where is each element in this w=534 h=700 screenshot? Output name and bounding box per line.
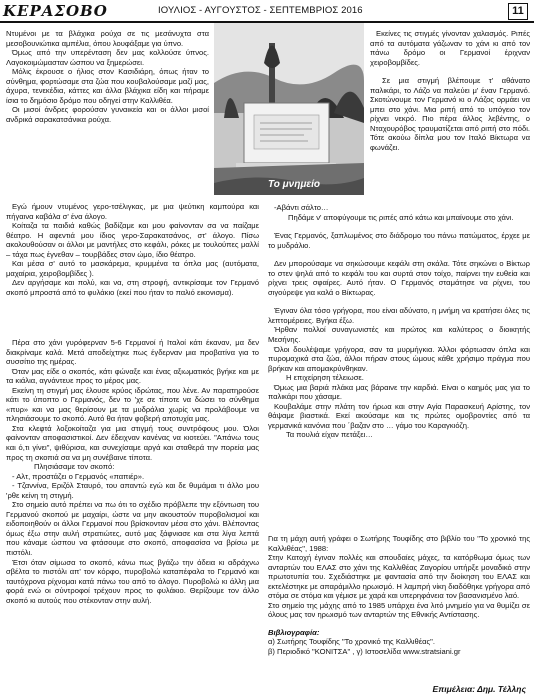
- paragraph: Πλησιάσαμε τον σκοπό:: [34, 462, 115, 472]
- paragraph: Στο σημείο της μάχης από το 1985 υπάρχει ένα λιτό μνημείο για να θυμίζει σε όλους μας τον ηρωισμό των ανταρτών της Εθνικής Αντίστασης.: [268, 600, 530, 620]
- bibliography-item: β) Περιοδικό "ΚΟΝΙΤΣΑ" , γ) Ιστοσελίδα www.stratsiani.gr: [268, 647, 461, 657]
- paragraph: Έγιναν όλα τόσο γρήγορα, που είναι αδύνατο, η μνήμη να κρατήσει όλες τις λεπτομέρειες. Βγήκα έξω.: [268, 306, 530, 325]
- column-1-middle: [6, 202, 259, 297]
- paragraph: Τα πουλιά είχαν πετάξει…: [286, 430, 373, 440]
- paragraph: Κουβαλάμε στην πλάτη τον ήρωα και στην Αγία Παρασκευή Αρίστης, τον θάψαμε βιαστικά. Εκεί ακούσαμε και τις πρώτες ομοβροντίες από τα γερμανικά κανόνια που ΄βαζαν στο … γάμο του Καραγκιόζη.: [268, 401, 530, 430]
- paragraph: Πέρα στο χάνι γυρόφερναν 5-6 Γερμανοί ή Ιταλοί κάτι έκαναν, μα δεν διακρίναμε καλά. Μετά αποδείχτηκε πως έγδερναν μια προβατίνα για το συσσίτιο της ημέρας.: [6, 338, 259, 367]
- dialogue-line: - Αλτ, προστάζει ο Γερμανός «παπιέρ».: [12, 471, 145, 481]
- bibliography-item: α) Σωτήρης Τουφίδης "Το χρονικό της Καλλιθέας".: [268, 637, 435, 647]
- column-2-top: [370, 29, 530, 153]
- paragraph: Δεν αργήσαμε και πολύ, και να, στη στροφή, αντικρίσαμε τον Γερμανό σκοπό μπροστά από το φυλάκιο (εκεί που ήταν το παλιό εικονισμα).: [6, 278, 259, 297]
- paragraph: Εκείνη τη στιγμή μας έλουσε κρύος ιδρώτας, που λένε. Αν παρατηρούσε κάτι το ύποπτο ο Γερμανός, δεν το 'χε σε τίποτε να δώσει το σύνθημα «πυρ» και να μας θερίσουν με τα μυδράλια χωρίς να προλάβουμε να πλησιάσουμε το σκοπό. Αυτό θα ήταν φοβερή αποτυχία μας.: [6, 385, 259, 424]
- paragraph: Όλοι δουλέψαμε γρήγορα, σαν τα μυρμήγκια. Άλλοι φόρτωσαν όπλα και πυρομαχικά στα ζώα, άλλοι πήραν στους ώμους κάθε χρήσιμο πράγμα που βρήκαν και απομακρύνθηκαν.: [268, 344, 530, 373]
- paragraph: Όμως από την υπερένταση δεν μας κολλούσε ύπνος. Λαγοκοιμώμασταν ώσπου να ξημερώσει.: [6, 48, 209, 67]
- paragraph: Έτσι όταν σίμωσα το σκοπό, κάνω πως βγάζω την άδεια κι αδράχνω σβέλτα το πιστόλι απ' τον κόρφο, πυροβολώ καταπέφαλα το Γερμανό και ταυτόχρονα ρίχνομαι κατά πάνω του από το άλογο. Πυροβολώ κι άλλη μια φορά ενώ οι σύντροφοί τρέχουν προς το φυλάκιο. Θερίζουμε τον άλλο σκοπό κι αυτούς που στέκονταν στην αυλή.: [6, 557, 259, 605]
- paragraph: Μόλις έκρουσε ο ήλιος στον Κασιδιάρη, όπως ήταν το σύνθημα, φορτώσαμε στα ζώα που κουβαλούσαμε μαζί μας, άχυρα, τενεκέδια, κάττες και άλλα βλάχικα είδη και πήραμε ίσια το δημόσιο δρόμο που οδηγεί στην Καλλιθέα.: [6, 67, 209, 105]
- dialogue-line: - Τζαννίνα, Εριζόλ Σταυρό, του απαντώ εγώ και δε θυμάμαι τι άλλο μου 'ρθε κείνη τη στιγμή.: [6, 481, 259, 500]
- paragraph: Εγώ ήμουν ντυμένος γερο-τσέλιγκας, με μια ψεύτικη καμπούρα και πήγαινα καβάλα σ' ένα άλογο.: [6, 202, 259, 221]
- column-1-top: [6, 29, 209, 124]
- paragraph: Στην Κατοχή έγιναν πολλές και σπουδαίες μάχες, τα κατόρθωμα όμως των ανταρτών του ΕΛΑΣ στο χάνι της Καλλιθέας Ζαγορίου υπήρξε μοναδικό στην πρωτοτυπία του. Σχεδιάστηκε με φαντασία από την διοίκηση του ΕΛΑΣ και εκτελέστηκε με απαράμιλλο ηρωισμό. Η λαμπρή νίκη διαδόθηκε γρήγορα από στόμα σε στόμα και γέμισε με χαρά και υπερηφάνεια τον βασανισμένο λαό.: [268, 553, 530, 601]
- issue-date: ΙΟΥΛΙΟΣ - ΑΥΓΟΥΣΤΟΣ - ΣΕΠΤΕΜΒΡΙΟΣ 2016: [158, 5, 363, 16]
- paragraph: Ένας Γερμανός, ξαπλωμένος στο διάδρομο του πάνω πατώματος, έρχεε με το μυδράλιο.: [268, 231, 530, 250]
- masthead: [0, 0, 534, 22]
- paragraph: Για τη μάχη αυτή γράφει ο Σωτήρης Τουφίδης στο βιβλίο του "Το χρονικό της Καλλιθέας", 1988:: [268, 534, 530, 553]
- column-2-source-note: [268, 534, 530, 657]
- bibliography-title: Βιβλιογραφία:: [268, 627, 320, 637]
- paragraph: Κοίταζα τα παιδιά καθώς βαδίζαμε και μου φαίνονταν σα να παίζαμε θέατρο. Η αφεντιά μου ίδιος γερο-Σαρακατσάνος, στ' άλογο. Πίσω ακολουθούσαν οι άλλοι με μαντήλες στο κεφάλι, ρόκες με τουλούπες μαλλί – τάχα πως έγνεθαν – τουρβάδες στον ώμο, ίδιο θέατρο.: [6, 221, 259, 259]
- paragraph: Οι μισοί άνδρες φορούσαν γυναικεία και οι άλλοι μισοί ανδρικά σαρακατσάνικα ρούχα.: [6, 105, 209, 124]
- paragraph: Ήρθαν πολλοί συναγωνιστές και πρώτος και καλύτερος ο διοικητής Μεσήνης.: [268, 325, 530, 345]
- paragraph: Ντυμένοι με τα βλάχικα ρούχα σε τις μεσάνυχτα στα μεσοβουνιώτικα αμπέλια, όπου λουφάξαμε για ύπνο.: [6, 29, 209, 48]
- paragraph: Σε μια στιγμή βλέπουμε τ' αθάνατο παλικάρι, το Λάζο να παλεύει μ' έναν Γερμανό. Σκοτώνουμε τον Γερμανό κι ο Λάζος ορμάει να μπει στο χάνι. Μια ριπή από το υπόγειο τον ρίχνει νεκρό. Πιο πέρα άλλος λεβέντης, ο Νταχουρόβος τραυματίζεται από ριπή στο πόδι. Τότε ακούω δίπλα μου τον Ιταλό Βίκτωρα να φωνάζει.: [370, 76, 530, 153]
- paragraph: -Αβάντι σάλτο…: [274, 203, 329, 212]
- editor-credit: Επιμέλεια: Δημ. Τέλλης: [432, 684, 526, 694]
- paragraph: Πηδάμε ν' αποφύγουμε τις ριπές από κάτω και μπαίνουμε στο χάνι.: [288, 212, 514, 222]
- paragraph: Όμως μια βαριά πλάκα μας βάραινε την καρδιά. Είναι ο καημός μας για το παλικάρι που χάσαμε.: [268, 382, 530, 402]
- photo-caption: Το μνημείο: [268, 179, 321, 190]
- column-1-bottom: [6, 338, 259, 605]
- monument-photo: [214, 23, 364, 195]
- newspaper-logo: ΚΕΡΑΣΟΒΟ: [3, 2, 108, 20]
- paragraph: Όταν μας είδε ο σκοπός, κάτι φώναξε και ένας αξιωματικός βγήκε και με τα κιάλια, αγνάντευε προς το μέρος μας.: [6, 366, 259, 386]
- paragraph: Στο σημείο αυτό πρέπει να πω ότι το σχέδιο πρόβλεπε την εξόντωση του Γερμανού σκοπού με μαχαίρι, ώστε να μην ακουστούν πυροβολισμοί και ειδοποιηθούν οι άλλοι Γερμανοί που βρίσκονταν μέσα στο χάνι. Βλέποντας όμως έξω στην αυλή στρατιώτες, αυτό μας ξάφνιασε και στα λίγα λεπτά που κάναμε ώσπου να φτάσουμε στο σκοπό, αποφασίσα να βρίσω με πιστόλι.: [6, 500, 259, 558]
- paragraph: Εκείνες τις στιγμές γίνονταν χαλασμός. Ριπές από τα αυτόματα γάζωναν το χάνι κι από τον πάνω δρόμο οι Γερμανοί έριχναν χειροβομβίδες.: [370, 29, 530, 67]
- paragraph: Στα κλεφτά λοξοκοίταζα για μια στιγμή τους συντρόφους μου. Όλοι φαίνονταν αποφασιστικοί. Δεν έδειχναν κανένας να κιοτεύει. "Απάνω τους και ό,τι γίνει", ψιθύρισα, και συνεχίσαμε αργά και σταθερά την πορεία μας προς τη σκοπιά σα να μη συνέβαινε τίποτα.: [6, 423, 259, 462]
- column-2-middle: [268, 203, 530, 440]
- paragraph: Η επιχείρηση τέλειωσε.: [286, 373, 364, 383]
- paragraph: Και μέσα σ' αυτό το μασκάρεμα, κρυμμένα τα όπλα μας (αυτόματα, μαχαίρια, χειροβομβίδες ).: [6, 259, 259, 278]
- paragraph: Δεν μπορούσαμε να σηκώσουμε κεφάλι στη σκάλα. Τότε σηκώνει ο Βίκτωρ το στεν ψηλά από το κεφάλι του και συρτά στον τοίχο, παίρνει την ευθεία και ρίχνει τρεις σφαίρες. Αυτό ήταν. Ο Γερμανός σταμάτησε να ρίχνει, του σιγούρεψε για καλά ο Βίκτωρας.: [268, 259, 530, 297]
- page-number: 11: [508, 3, 528, 20]
